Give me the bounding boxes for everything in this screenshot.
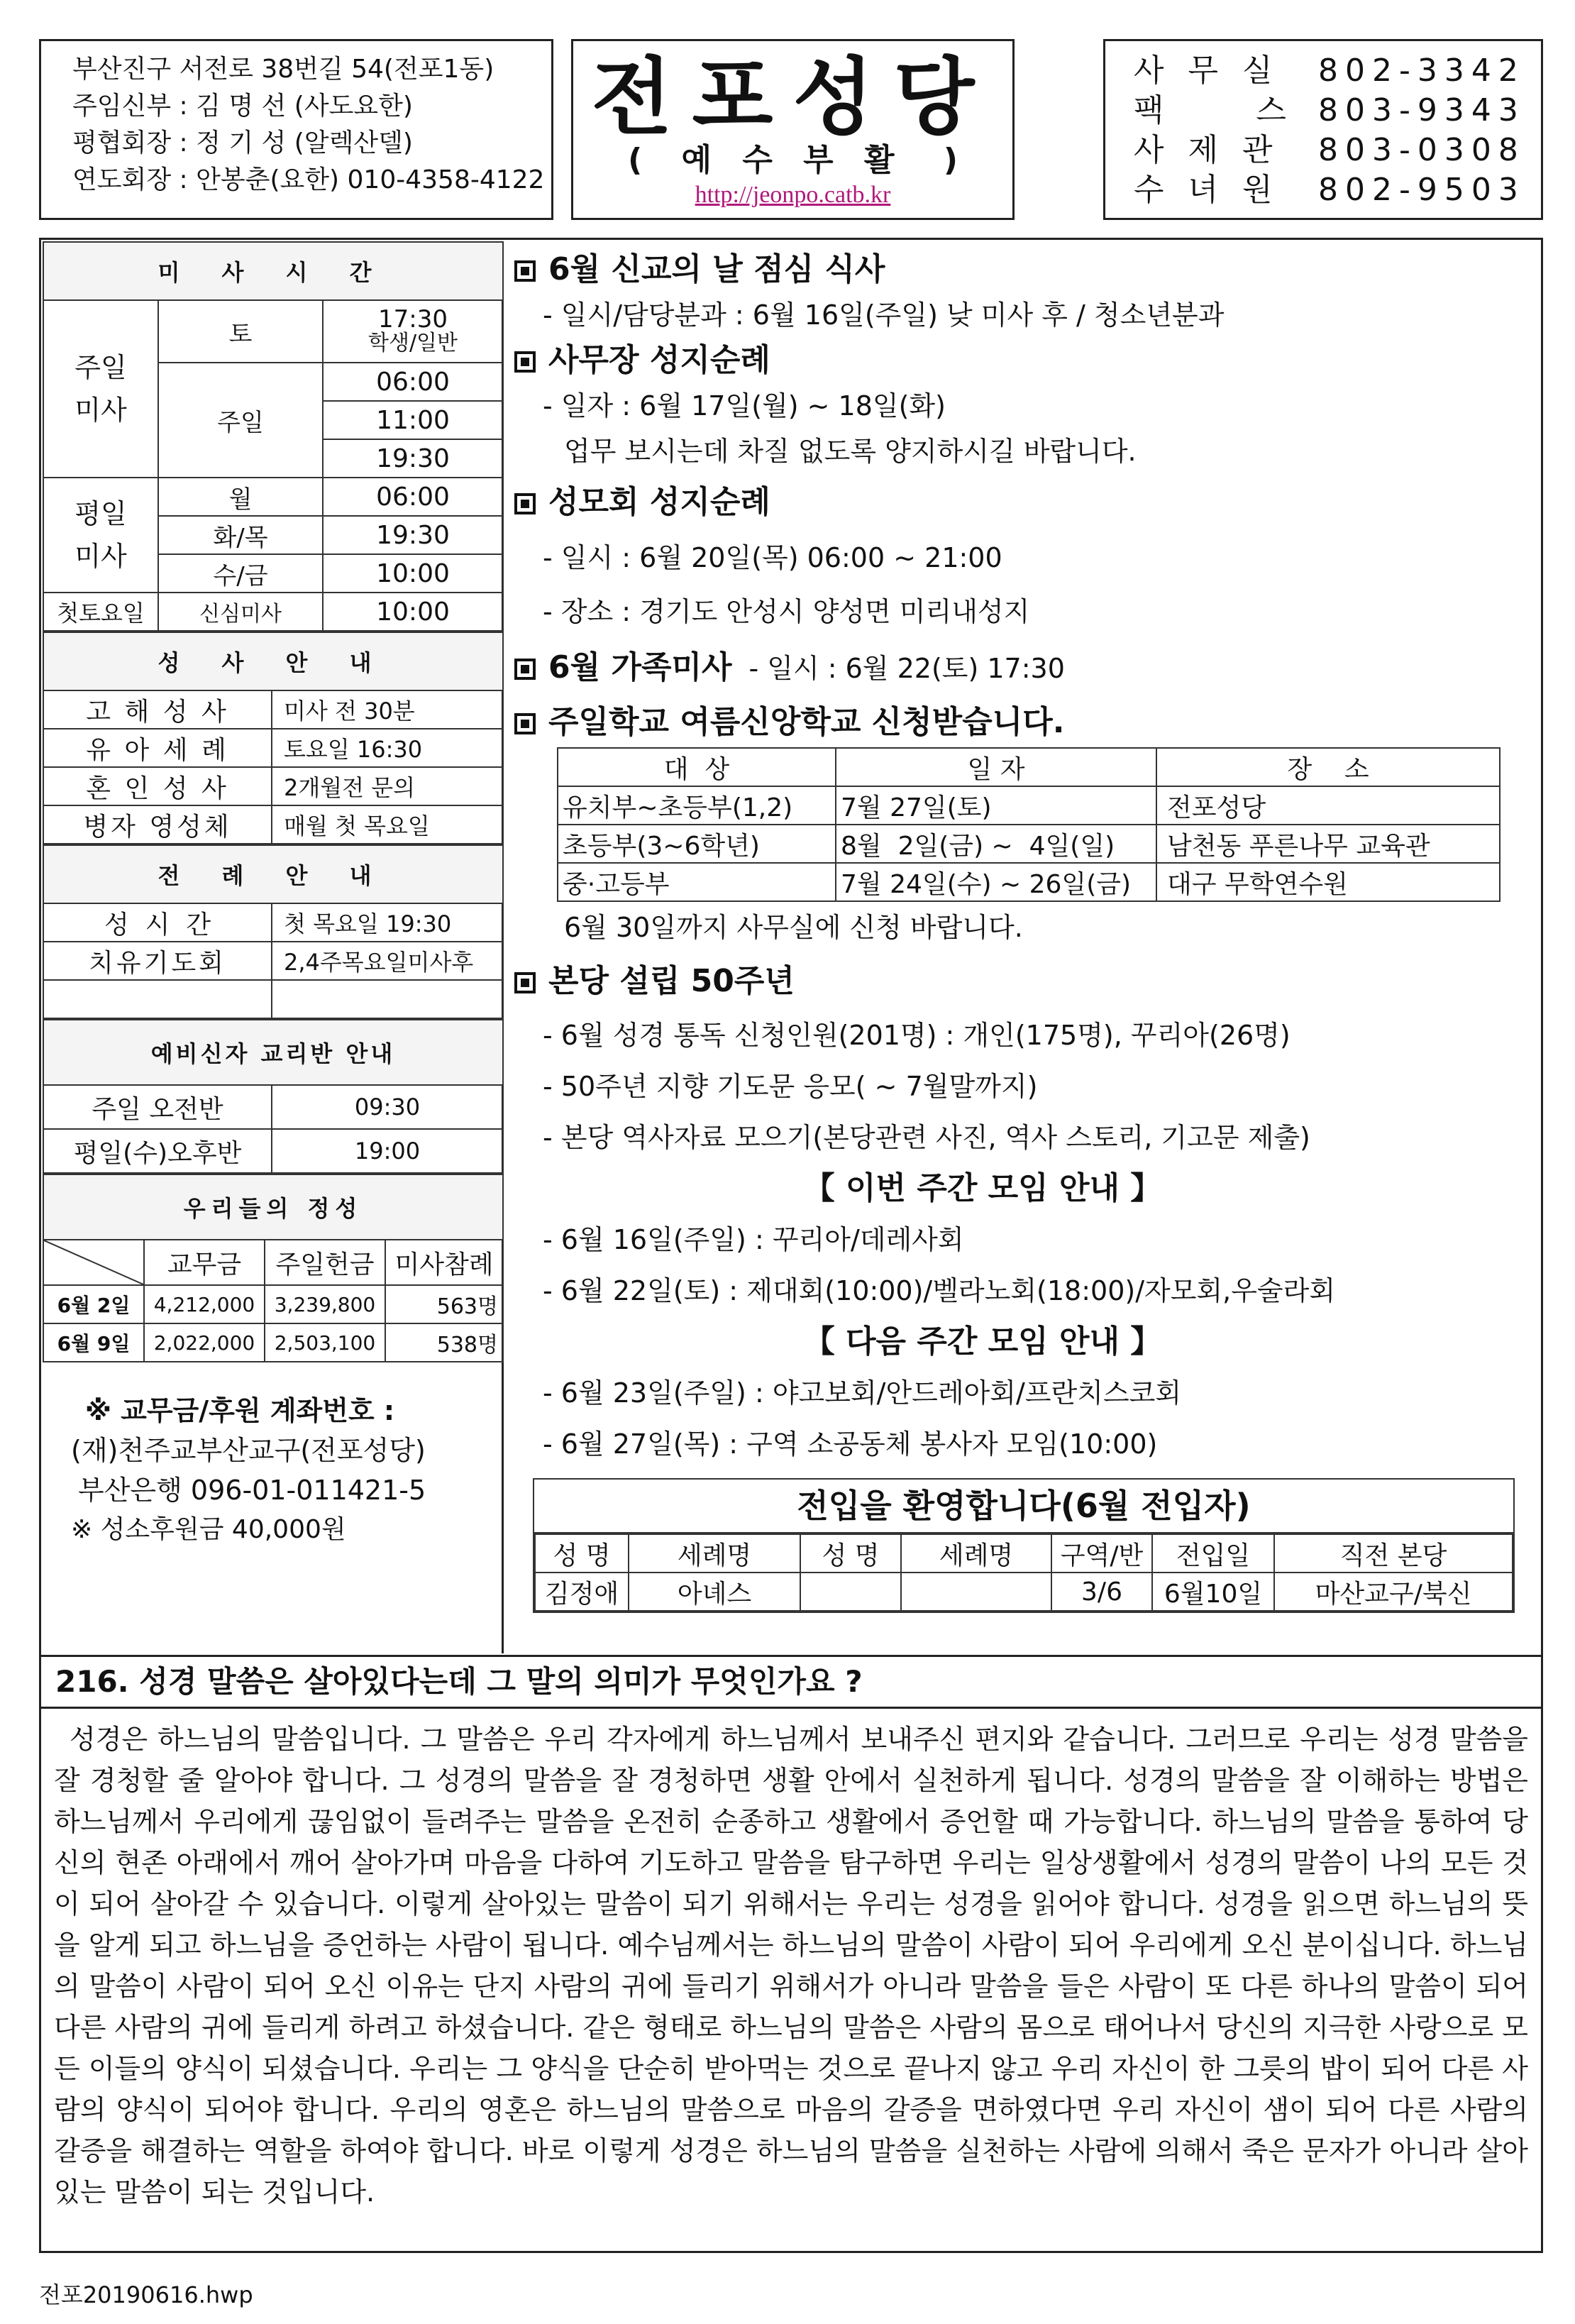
news-item-line: - 본당 역사자료 모으기(본당관련 사진, 역사 스토리, 기고문 제출) — [543, 1122, 1310, 1153]
offerings-col-header: 주일헌금 — [265, 1240, 385, 1285]
weekday-time-1: 06:00 — [323, 478, 503, 516]
newcomer-baptismal-name: 아녜스 — [629, 1573, 800, 1611]
first-saturday-time: 10:00 — [323, 593, 503, 631]
news-item-line: - 일자 : 6월 17일(월) ~ 18일(화) — [543, 390, 946, 422]
catechumen-table — [43, 1019, 504, 1174]
this-week-line: - 6월 22일(토) : 제대회(10:00)/벨라노회(18:00)/자모회,우술라회 — [543, 1275, 1336, 1306]
offerings-value: 563명 — [385, 1285, 503, 1323]
square-bullet-icon — [514, 713, 536, 734]
offerings-heading: 우리들의 정성 — [43, 1174, 503, 1240]
offerings-value: 2,503,100 — [265, 1323, 385, 1362]
camp-col-header: 일 자 — [836, 748, 1156, 786]
newcomers-table — [534, 1533, 1513, 1612]
offerings-date: 6월 9일 — [43, 1323, 144, 1362]
qa-section — [39, 1657, 1543, 2253]
newcomers-col-header: 구역/반 — [1051, 1534, 1152, 1573]
news-item-line: 업무 보시는데 차질 없도록 양지하시길 바랍니다. — [564, 436, 1137, 467]
offerings-value: 2,022,000 — [144, 1323, 265, 1362]
subtitle-close: ) — [943, 142, 958, 178]
saturday-label: 토 — [158, 300, 323, 363]
camp-col-header: 장 소 — [1156, 748, 1500, 786]
footer-filename: 전포20190616.hwp — [39, 2281, 253, 2308]
mass-times-table — [43, 241, 504, 632]
next-week-title: 【 다음 주간 모임 안내 】 — [803, 1323, 1162, 1360]
offerings-col-header: 미사참례 — [385, 1240, 503, 1285]
camp-note: 6월 30일까지 사무실에 신청 바랍니다. — [564, 912, 1023, 943]
account-line: 부산은행 096-01-011421-5 — [78, 1475, 426, 1506]
saturday-mass: 17:30 학생/일반 — [323, 300, 503, 363]
newcomers-col-header: 세례명 — [629, 1534, 800, 1573]
contact-rectory: 사 제 관 803-0308 — [1134, 132, 1525, 168]
camp-target: 중·고등부 — [558, 863, 836, 901]
catechumen-class-name: 평일(수)오후반 — [43, 1129, 272, 1173]
sacraments-table — [43, 632, 504, 844]
sunday-time-3: 19:30 — [323, 439, 503, 478]
qa-body-wrap — [41, 1709, 1541, 2213]
next-week-line: - 6월 23일(주일) : 야고보회/안드레아회/프란치스코회 — [543, 1377, 1182, 1409]
weekday-time-3: 10:00 — [323, 554, 503, 593]
news-item-line: - 일시 : 6월 20일(목) 06:00 ~ 21:00 — [543, 542, 1002, 573]
this-week-line: - 6월 16일(주일) : 꾸리아/데레사회 — [543, 1224, 964, 1255]
offerings-value: 3,239,800 — [265, 1285, 385, 1323]
sacrament-name: 병자 영성체 — [43, 805, 272, 844]
header-contact-box — [1103, 39, 1543, 220]
camp-date: 7월 24일(수) ~ 26일(금) — [836, 863, 1156, 901]
square-bullet-icon — [514, 351, 536, 373]
account-info — [43, 1362, 502, 1550]
worship-empty — [43, 980, 272, 1018]
catechumen-heading: 예비신자 교리반 안내 — [43, 1020, 503, 1085]
account-line: (재)천주교부산교구(전포성당) — [71, 1435, 426, 1466]
weekday-day-1: 월 — [158, 478, 323, 516]
sacrament-value: 토요일 16:30 — [272, 729, 503, 767]
worship-heading: 전 례 안 내 — [43, 845, 503, 903]
camp-date: 8월 2일(금) ~ 4일(일) — [836, 825, 1156, 863]
catechumen-class-name: 주일 오전반 — [43, 1085, 272, 1129]
sacraments-heading: 성 사 안 내 — [43, 632, 503, 690]
left-column — [43, 241, 504, 1653]
camp-target: 초등부(3~6학년) — [558, 825, 836, 863]
summer-camp-table — [557, 747, 1501, 902]
first-saturday-day: 신심미사 — [158, 593, 323, 631]
address-line: 부산진구 서전로 38번길 54(전포1동) — [72, 55, 494, 84]
newcomers-col-header: 성 명 — [800, 1534, 901, 1573]
account-line: ※ 교무금/후원 계좌번호 : — [85, 1395, 395, 1426]
qa-title: 216. 성경 말씀은 살아있다는데 그 말의 의미가 무엇인가요 ? — [41, 1657, 1541, 1709]
worship-name: 성 시 간 — [43, 903, 272, 942]
news-item-line: - 일시/담당분과 : 6월 16일(주일) 낮 미사 후 / 청소년분과 — [543, 299, 1225, 331]
pastor-line: 주임신부 : 김 명 선 (사도요한) — [72, 92, 413, 121]
support-note: ※ 성소후원금 40,000원 — [71, 1515, 346, 1544]
offerings-col-header: 교무금 — [144, 1240, 265, 1285]
newcomer-baptismal-name-2 — [901, 1573, 1051, 1611]
news-item-title: 주일학교 여름신앙학교 신청받습니다. — [514, 698, 1536, 747]
sunday-mass-label: 주일 미사 — [43, 300, 158, 478]
newcomer-date: 6월10일 — [1152, 1573, 1274, 1611]
sacrament-name: 고 해 성 사 — [43, 690, 272, 729]
worship-empty — [272, 980, 503, 1018]
worship-value: 첫 목요일 19:30 — [272, 903, 503, 942]
contact-convent: 수 녀 원 802-9503 — [1134, 172, 1525, 208]
newcomers-col-header: 전입일 — [1152, 1534, 1274, 1573]
newcomer-district: 3/6 — [1051, 1573, 1152, 1611]
news-item-line: - 50주년 지향 기도문 응모( ~ 7월말까지) — [543, 1071, 1038, 1102]
next-week-line: - 6월 27일(목) : 구역 소공동체 봉사자 모임(10:00) — [543, 1428, 1158, 1460]
catechumen-class-time: 09:30 — [272, 1085, 503, 1129]
this-week-title: 【 이번 주간 모임 안내 】 — [803, 1170, 1162, 1206]
qa-body: 성경은 하느님의 말씀입니다. 그 말씀은 우리 각자에게 하느님께서 보내주신 편지와 같습니다. 그러므로 우리는 성경 말씀을 잘 경청할 줄 알아야 합니다. 그 성경의 말씀을 잘 경청하면 생활 안에서 실천하게 됩니다. 성경의 말씀을 잘 이해하는 방법은 하느님께서 우리에게 끊임없이 들려주는 말씀을 온전히 순종하고 생활에서 증언할 때 가능합니다. 하느님의 말씀을 통하여 당신의 현존 아래에서 깨어 살아가며 마음을 다하여 기도하고 말씀을 탐구하면 우리는 일상생활에서 성경의 말씀이 나의 모든 것이 되어 살아갈 수 있습니다. 이렇게 살아있는 말씀이 되기 위해서는 우리는 성경을 읽어야 합니다. 성경을 읽으면 하느님의 뜻을 알게 되고 하느님을 증언하는 사람이 됩니다. 예수님께서는 하느님의 말씀이 사람이 되어 우리에게 오신 분이십니다. 하느님의 말씀이 사람이 되어 오신 이유는 단지 사람의 귀에 들리기 위해서가 아니라 말씀을 들은 사람이 또 다른 하나의 말씀이 되어 다른 사람의 귀에 들리게 하려고 하셨습니다. 같은 형태로 하느님의 말씀은 사람의 몸으로 태어나서 당신의 지극한 사랑으로 모든 이들의 양식이 되셨습니다. 우리는 그 양식을 단순히 받아먹는 것으로 끝나지 않고 우리 자신이 한 그릇의 밥이 되어 다른 사람의 양식이 되어야 합니다. 우리의 영혼은 하느님의 말씀으로 마음의 갈증을 면하였다면 우리 자신이 샘이 되어 다른 사람의 갈증을 해결하는 역할을 하여야 합니다. 바로 이렇게 성경은 하느님의 말씀을 실천하는 사람에 의해서 죽은 문자가 아니라 살아있는 말씀이 되는 것입니다. — [54, 1724, 1528, 2208]
mass-times-heading: 미 사 시 간 — [43, 242, 503, 300]
offerings-corner-cell — [43, 1240, 144, 1285]
subtitle: 예 수 부 활 — [681, 142, 905, 178]
camp-date: 7월 27일(토) — [836, 786, 1156, 825]
header-title-box — [571, 39, 1015, 220]
newcomers-col-header: 세례명 — [901, 1534, 1051, 1573]
newcomer-previous-parish: 마산교구/북신 — [1274, 1573, 1513, 1611]
news-column — [514, 241, 1536, 1613]
newcomer-name: 김정애 — [535, 1573, 629, 1611]
newcomers-col-header: 성 명 — [535, 1534, 629, 1573]
camp-place: 전포성당 — [1156, 786, 1500, 825]
sacrament-value: 매월 첫 목요일 — [272, 805, 503, 844]
news-item-title: 본당 설립 50주년 — [514, 953, 1536, 1010]
parish-website-link[interactable]: http://jeonpo.catb.kr — [695, 182, 891, 208]
square-bullet-icon — [514, 659, 536, 680]
news-item-title: 6월 신교의 날 점심 식사 — [514, 247, 1536, 292]
news-item-line: - 장소 : 경기도 안성시 양성면 미리내성지 — [543, 596, 1030, 627]
parish-title: 전포성당 — [591, 48, 995, 146]
header-left-box — [39, 39, 553, 220]
contact-office: 사 무 실 802-3342 — [1134, 53, 1525, 89]
sacrament-name: 유 아 세 례 — [43, 729, 272, 767]
worship-name: 치유기도회 — [43, 942, 272, 980]
offerings-value: 4,212,000 — [144, 1285, 265, 1323]
sacrament-value: 2개월전 문의 — [272, 767, 503, 805]
newcomers-title: 전입을 환영합니다(6월 전입자) — [534, 1480, 1513, 1533]
newcomers-col-header: 직전 본당 — [1274, 1534, 1513, 1573]
square-bullet-icon — [514, 260, 536, 282]
square-bullet-icon — [514, 493, 536, 514]
sunday-time-1: 06:00 — [323, 363, 503, 401]
camp-col-header: 대 상 — [558, 748, 836, 786]
first-saturday-label: 첫토요일 — [43, 593, 158, 631]
newcomers-box — [533, 1478, 1515, 1613]
camp-place: 대구 무학연수원 — [1156, 863, 1500, 901]
weekday-time-2: 19:30 — [323, 516, 503, 554]
news-item-title: 사무장 성지순례 — [514, 338, 1536, 383]
subtitle-open: ( — [628, 142, 643, 178]
offerings-date: 6월 2일 — [43, 1285, 144, 1323]
weekday-mass-label: 평일 미사 — [43, 478, 158, 593]
diagonal-line-icon — [44, 1240, 143, 1284]
news-item-title: 6월 가족미사 - 일시 : 6월 22(토) 17:30 — [514, 639, 1536, 698]
news-item-line: - 6월 성경 통독 신청인원(201명) : 개인(175명), 꾸리아(26명) — [543, 1020, 1291, 1051]
offerings-table — [43, 1174, 504, 1362]
newcomer-name-2 — [800, 1573, 901, 1611]
sacrament-value: 미사 전 30분 — [272, 690, 503, 729]
worship-table — [43, 844, 504, 1019]
weekday-day-2: 화/목 — [158, 516, 323, 554]
council-president-line: 평협회장 : 정 기 성 (알렉산델) — [72, 128, 413, 158]
square-bullet-icon — [514, 972, 536, 993]
worship-value: 2,4주목요일미사후 — [272, 942, 503, 980]
sunday-time-2: 11:00 — [323, 401, 503, 439]
camp-target: 유치부~초등부(1,2) — [558, 786, 836, 825]
sacrament-name: 혼 인 성 사 — [43, 767, 272, 805]
elder-president-line: 연도회장 : 안봉춘(요한) 010-4358-4122 — [72, 165, 545, 194]
weekday-day-3: 수/금 — [158, 554, 323, 593]
contact-fax: 팩 스 803-9343 — [1134, 92, 1525, 128]
sunday-label: 주일 — [158, 363, 323, 478]
camp-place: 남천동 푸른나무 교육관 — [1156, 825, 1500, 863]
news-item-title: 성모회 성지순례 — [514, 474, 1536, 531]
offerings-value: 538명 — [385, 1323, 503, 1362]
catechumen-class-time: 19:00 — [272, 1129, 503, 1173]
